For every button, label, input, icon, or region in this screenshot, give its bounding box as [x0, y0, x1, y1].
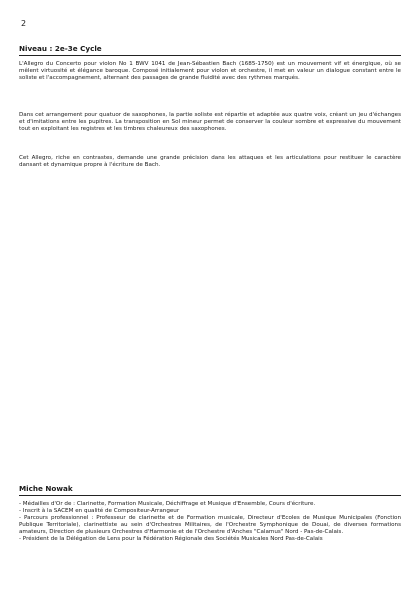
- intro-paragraph: L'Allegro du Concerto pour violon No 1 BWV 1041 de Jean-Sébastien Bach (1685-1750) est un mouvement vif et énergique, où se mêlent virtuosité et élégance baroque. Composé initialement pour violon et orchestre, il met en valeur un dialogue constant entre le soliste et l'accompagnement, alternant des passages de grande fluidité avec des rythmes marqués.: [19, 61, 401, 82]
- closing-paragraph: Cet Allegro, riche en contrastes, demande une grande précision dans les attaques et les articulations pour restituer le caractère dansant et dynamique propre à l'écriture de Bach.: [19, 155, 401, 169]
- level-heading: Niveau : 2e-3e Cycle: [19, 44, 102, 53]
- author-divider: [19, 495, 401, 496]
- bio-item-medals: - Médailles d'Or de : Clarinette, Formation Musicale, Déchiffrage et Musique d'Ensemble, Cours d'écriture.: [19, 501, 316, 507]
- bio-item-sacem: - Inscrit à la SACEM en qualité de Compositeur-Arrangeur: [19, 508, 180, 515]
- author-bio-list: [19, 501, 401, 544]
- page-number: 2: [21, 19, 27, 28]
- level-divider: [19, 55, 401, 56]
- arrangement-paragraph: Dans cet arrangement pour quatuor de saxophones, la partie soliste est répartie et adaptée aux quatre voix, créant un jeu d'échanges et d'imitations entre les pupitres. La transposition en Sol mineur permet de conserver la couleur sombre et expressive du mouvement tout en exploitant les registres et les timbres chaleureux des saxophones.: [19, 112, 401, 133]
- bio-item-career: - Parcours professionnel : Professeur de clarinette et de Formation musicale, Directeur d'Ecoles de Musique Municipales (Fonction Publique Territoriale), clarinettiste au sein d'Orchestres Militaires, de l'Orchestre Symphonique de Douai, de diverses formations amateurs, Direction de plusieurs Orchestres d'Harmonie et de l'Orchestre d'Anches "Calamus" Nord - Pas-de-Calais.: [19, 515, 401, 536]
- author-heading: Miche Nowak: [19, 484, 73, 493]
- bio-item-president: - Président de la Délégation de Lens pour la Fédération Régionale des Sociétés Musicales Nord Pas-de-Calais: [19, 536, 323, 543]
